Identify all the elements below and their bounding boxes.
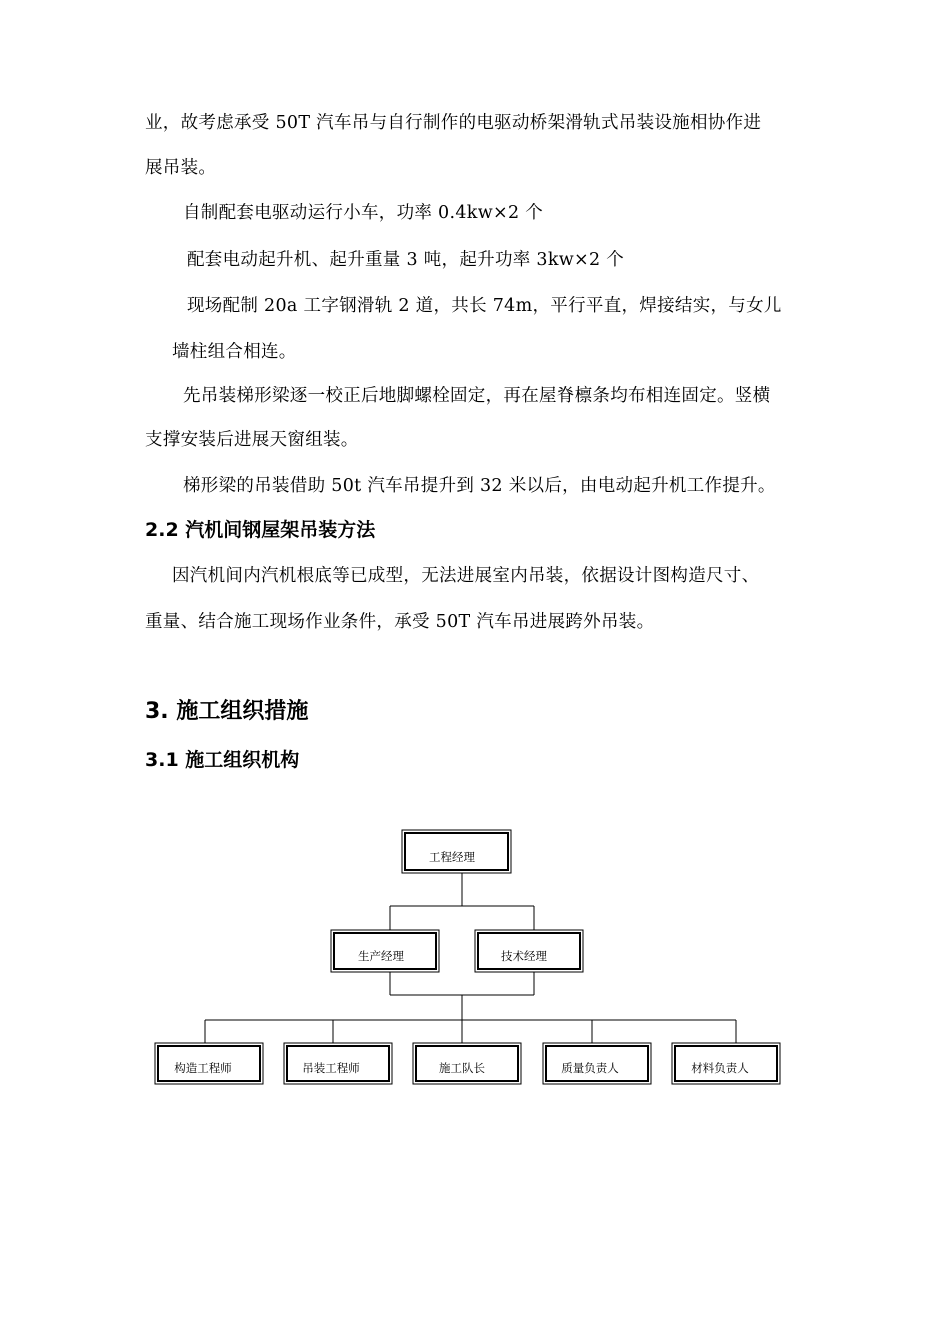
org-box-label: 质量负责人 <box>561 1061 619 1075</box>
org-box-hoisting-engineer <box>284 1043 392 1084</box>
org-box-label: 施工队长 <box>439 1061 485 1075</box>
paragraph-line: 业，故考虑承受 50T 汽车吊与自行制作的电驱动桥架滑轨式吊装设施相协作进 <box>145 113 762 133</box>
org-box-team-leader <box>413 1043 521 1084</box>
org-box-label: 吊装工程师 <box>302 1061 360 1075</box>
org-box-production-manager <box>331 930 439 972</box>
section-heading-3: 3. 施工组织措施 <box>145 699 309 724</box>
paragraph-line: 支撑安装后进展天窗组装。 <box>145 430 359 450</box>
org-box-materials-manager <box>672 1043 780 1084</box>
paragraph-line: 因汽机间内汽机根底等已成型，无法进展室内吊装，依据设计图构造尺寸、 <box>172 566 760 586</box>
org-box-label: 构造工程师 <box>174 1061 232 1075</box>
section-heading-2-2: 2.2 汽机间钢屋架吊装方法 <box>145 519 376 541</box>
org-box-project-manager <box>402 830 511 873</box>
org-box-label: 生产经理 <box>358 949 404 963</box>
paragraph-line: 墙柱组合相连。 <box>172 342 297 362</box>
org-box-quality-manager <box>543 1043 651 1084</box>
org-box-structural-engineer <box>155 1043 263 1084</box>
paragraph-line: 展吊装。 <box>145 158 217 178</box>
org-box-label: 技术经理 <box>501 949 547 963</box>
paragraph-line: 先吊装梯形梁逐一校正后地脚螺栓固定，再在屋脊檩条均布相连固定。竖横 <box>183 386 771 406</box>
section-heading-3-1: 3.1 施工组织机构 <box>145 749 300 771</box>
org-box-label: 材料负责人 <box>691 1061 749 1075</box>
paragraph-line: 配套电动起升机、起升重量 3 吨，起升功率 3kw×2 个 <box>187 250 625 270</box>
org-box-technical-manager <box>475 930 583 972</box>
paragraph-line: 自制配套电驱动运行小车，功率 0.4kw×2 个 <box>183 203 544 223</box>
org-box-label: 工程经理 <box>429 850 475 864</box>
paragraph-line: 现场配制 20a 工字钢滑轨 2 道，共长 74m，平行平直，焊接结实，与女儿 <box>187 296 782 316</box>
org-chart-connectors <box>205 873 736 1043</box>
paragraph-line: 梯形梁的吊装借助 50t 汽车吊提升到 32 米以后，由电动起升机工作提升。 <box>183 476 776 496</box>
paragraph-line: 重量、结合施工现场作业条件，承受 50T 汽车吊进展跨外吊装。 <box>145 612 655 632</box>
